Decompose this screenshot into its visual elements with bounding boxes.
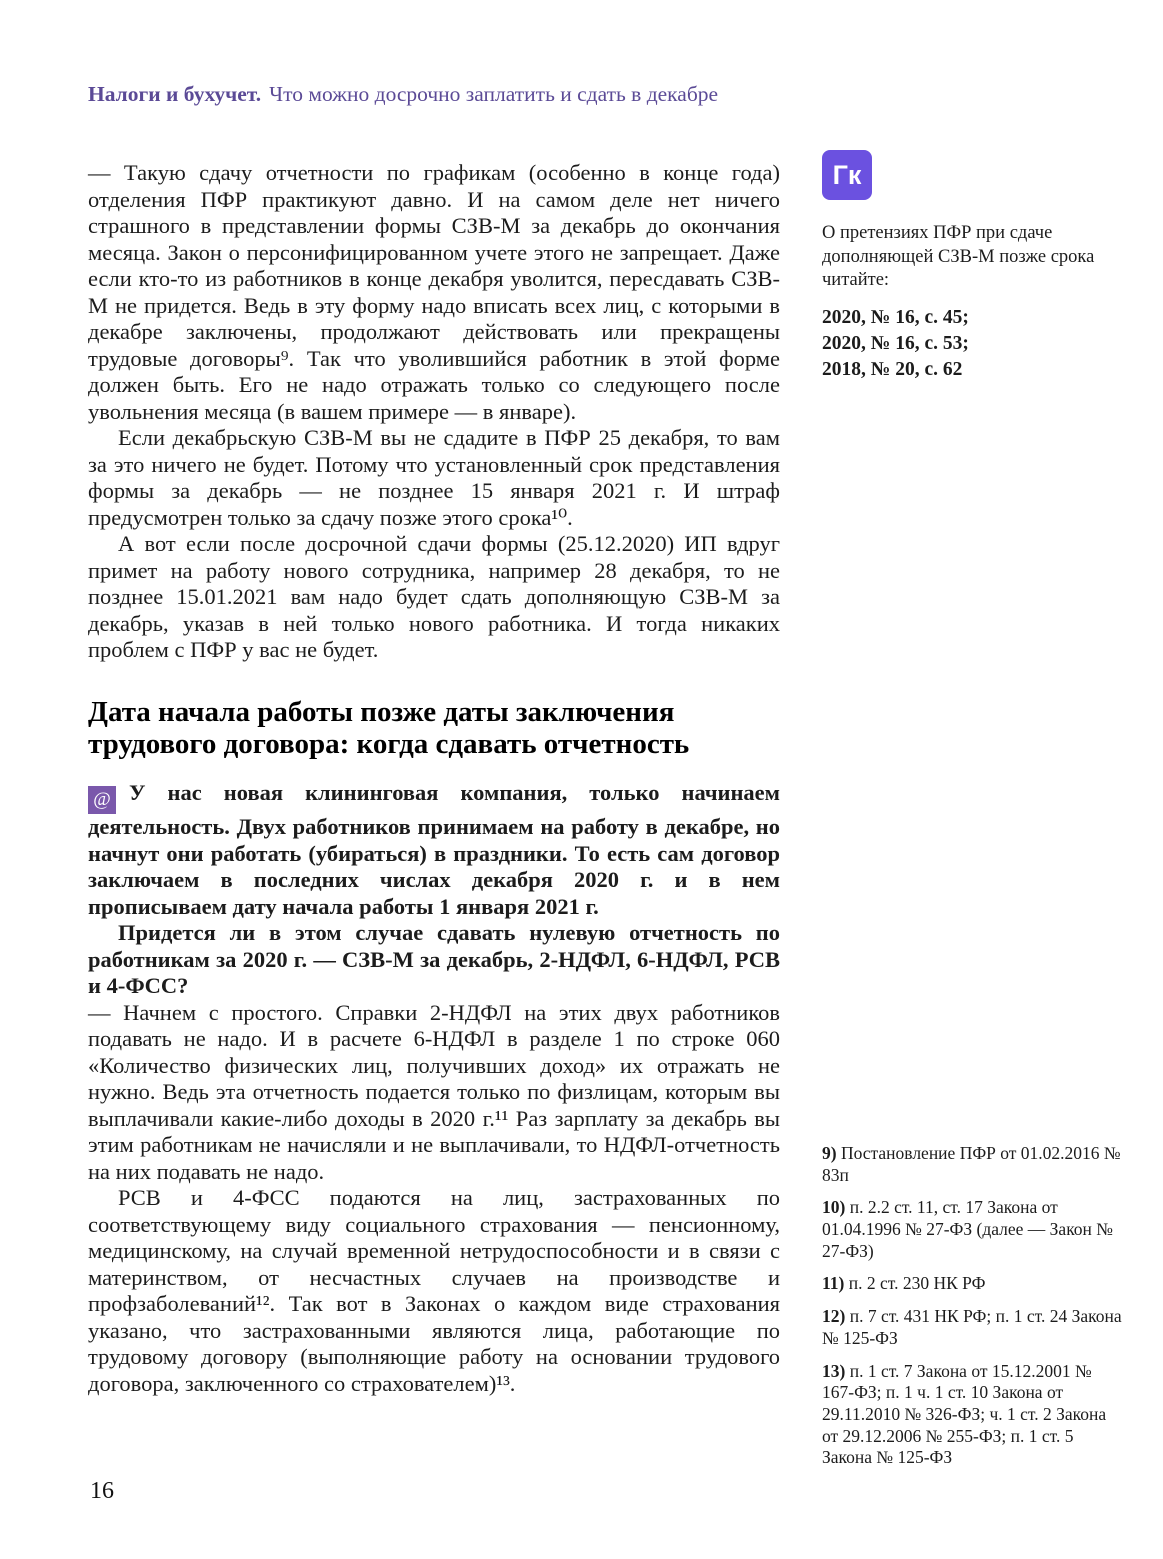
reader-question-at-icon: @ <box>88 786 116 814</box>
paragraph: Если декабрьскую СЗВ-М вы не сдадите в ПФР 25 декабря, то вам за это ничего не будет. Потому что установленный срок представления формы за декабрь — не позднее 15 января 2021 г. И штраф предусмотрен только за сдачу позже этого срока¹⁰. <box>88 425 780 530</box>
footnote <box>822 1197 1122 1262</box>
footnote-text: п. 7 ст. 431 НК РФ; п. 1 ст. 24 Закона № 125-ФЗ <box>822 1306 1122 1348</box>
issue-reference: 2020, № 16, с. 45; <box>822 307 969 329</box>
footnote-text: п. 2 ст. 230 НК РФ <box>848 1273 986 1294</box>
paragraph: — Такую сдачу отчетности по графикам (особенно в конце года) отделения ПФР практикуют давно. И на самом деле нет ничего страшного в представлении формы СЗВ-М за декабрь до окончания месяца. Закон о персонифицированном учете этого не запрещает. Даже если кто-то из работников в конце декабря уволится, пересдавать СЗВ-М не придется. Ведь в эту форму надо вписать всех лиц, с которыми в декабре заключены, продолжают действовать или прекращены трудовые договоры⁹. Так что уволившийся работник в этой форме должен быть. Его не надо отражать только со следующего после увольнения месяца (в вашем примере — в январе). <box>88 160 780 424</box>
rubric-title: Налоги и бухучет. <box>88 82 262 106</box>
footnote-text: п. 1 ст. 7 Закона от 15.12.2001 № 167-ФЗ; п. 1 ч. 1 ст. 10 Закона от 29.11.2010 № 326-ФЗ; ч. 1 ст. 2 Закона от 29.12.2006 № 255-ФЗ; п. 1 ст. 5 Закона № 125-ФЗ <box>822 1360 1107 1468</box>
question-text: У нас новая клининговая компания, только начинаем деятельность. Двух работников принимаем на работу в декабре, но начнут они работать (убираться) в праздники. То есть сам договор заключаем в последних числах декабря 2020 г. и в нем прописываем дату начала работы 1 января 2021 г. <box>88 780 780 919</box>
footnote <box>822 1306 1122 1349</box>
section-heading: Дата начала работы позже даты заключения трудового договора: когда сдавать отчетность <box>88 695 690 760</box>
paragraph: А вот если после досрочной сдачи формы (25.12.2020) ИП вдруг примет на работу нового сотрудника, например 28 декабря, то не позднее 15.01.2021 вам надо будет сдать дополняющую СЗВ-М за декабрь, указав в ней только нового работника. И тогда никаких проблем с ПФР у вас не будет. <box>88 531 780 662</box>
gk-logo-text: Гк <box>832 159 862 190</box>
footnote-text: п. 2.2 ст. 11, ст. 17 Закона от 01.04.1996 № 27-ФЗ (далее — Закон № 27-ФЗ) <box>822 1197 1113 1261</box>
sidebar-reference-box <box>822 150 1114 383</box>
reader-question <box>88 780 780 1000</box>
footnote <box>822 1273 1122 1295</box>
footnote <box>822 1361 1122 1469</box>
issue-reference: 2020, № 16, с. 53; <box>822 332 969 354</box>
sidebar-issue-references <box>822 305 1114 383</box>
question-paragraph <box>88 780 780 920</box>
footnote-number: 10) <box>822 1197 846 1218</box>
running-head <box>88 82 988 108</box>
paragraph: — Начнем с простого. Справки 2-НДФЛ на этих двух работников подавать не надо. И в расчете 6-НДФЛ в разделе 1 по строке 060 «Количество физических лиц, получивших доход» их отражать не нужно. Ведь эта отчетность подается только по физлицам, которым вы выплачивали какие-либо доходы в 2020 г.¹¹ Раз зарплату за декабрь вы этим работникам не начисляли и не выплачивали, то НДФЛ-отчетность на них подавать не надо. <box>88 999 780 1184</box>
article-title: Что можно досрочно заплатить и сдать в декабре <box>269 82 719 106</box>
footnote <box>822 1143 1122 1186</box>
question-paragraph: Придется ли в этом случае сдавать нулевую отчетность по работникам за 2020 г. — СЗВ-М за декабрь, 2-НДФЛ, 6-НДФЛ, РСВ и 4-ФСС? <box>88 920 780 999</box>
sidebar-note: О претензиях ПФР при сдаче дополняющей СЗВ-М позже срока читайте: <box>822 223 1095 291</box>
gk-magazine-logo-icon <box>822 150 872 200</box>
footnote-text: Постановление ПФР от 01.02.2016 № 83п <box>822 1143 1121 1185</box>
footnote-number: 9) <box>822 1143 837 1163</box>
footnote-number: 12) <box>822 1306 846 1327</box>
article-body <box>88 160 780 1397</box>
issue-reference: 2018, № 20, с. 62 <box>822 358 963 380</box>
footnotes-block <box>822 1143 1122 1480</box>
page-number: 16 <box>90 1478 114 1504</box>
paragraph: РСВ и 4-ФСС подаются на лиц, застрахованных по соответствующему виду социального страхования — пенсионному, медицинскому, на случай временной нетрудоспособности и в связи с материнством, от несчастных случаев на производстве и профзаболеваний¹². Так вот в Законах о каждом виде страхования указано, что застрахованными являются лица, работающие по трудовому договору (выполняющие работу на основании трудового договора, заключенного со страхователем)¹³. <box>88 1185 780 1396</box>
footnote-number: 11) <box>822 1273 845 1294</box>
footnote-number: 13) <box>822 1360 846 1381</box>
